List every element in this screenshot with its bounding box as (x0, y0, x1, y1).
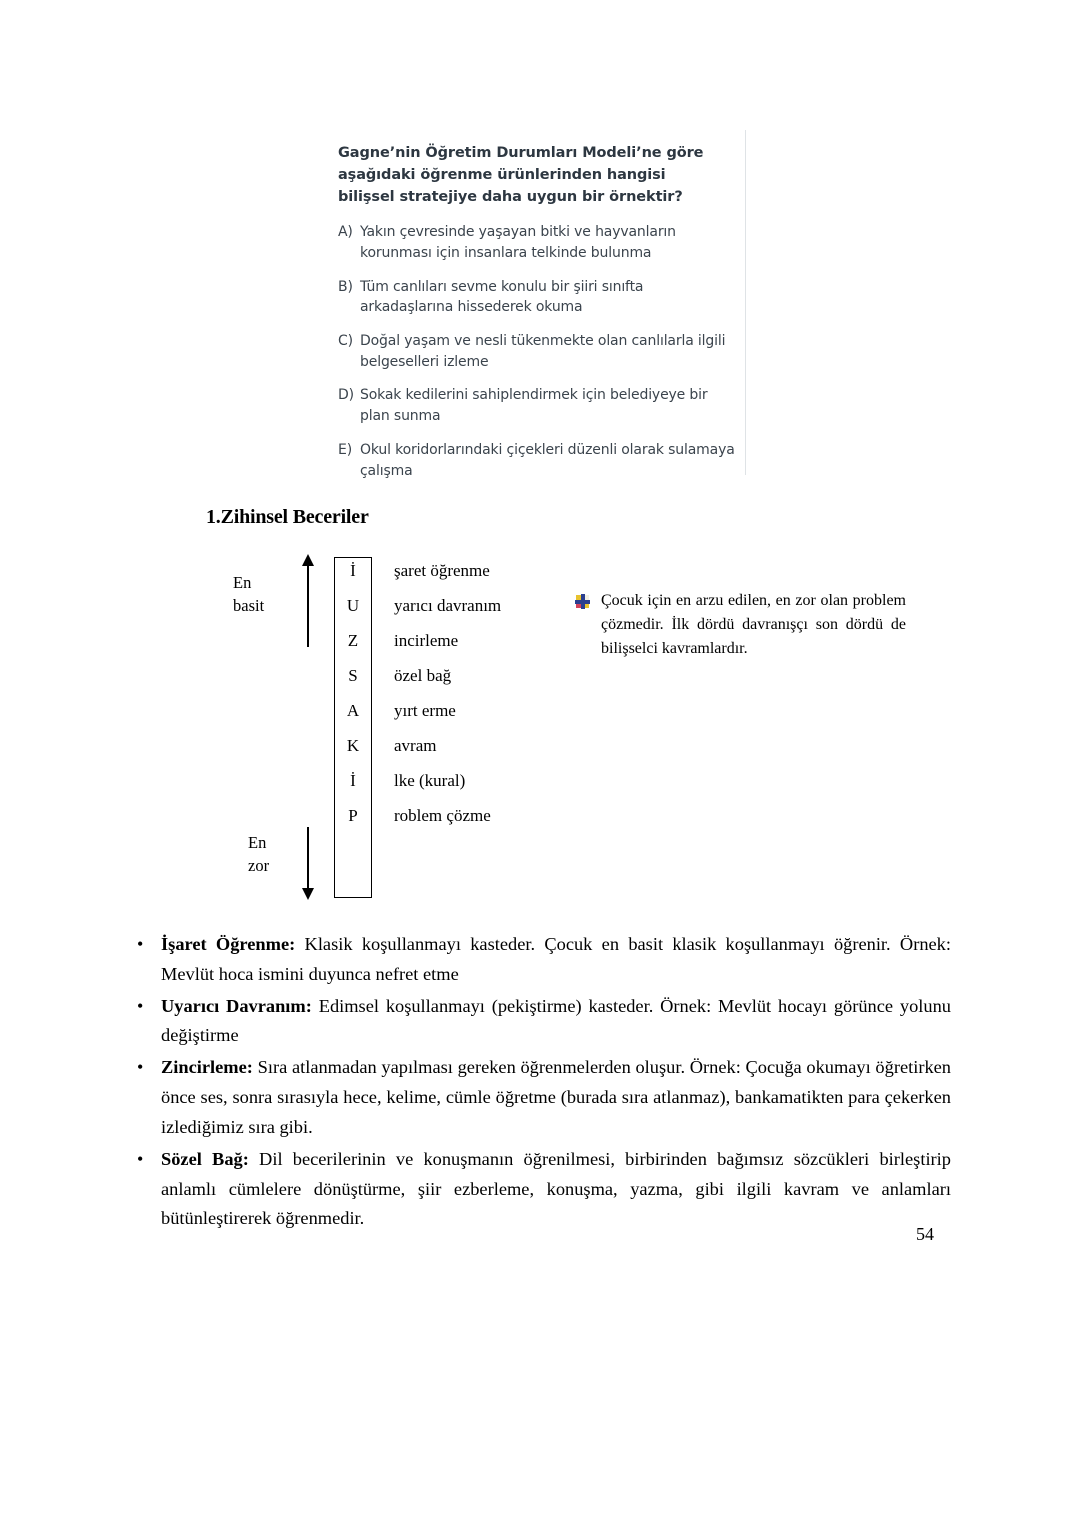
colored-cross-bullet-icon (576, 595, 589, 608)
question-option-c (338, 331, 737, 372)
ladder-letter: İ (350, 561, 356, 580)
question-option-a (338, 222, 737, 263)
ladder-letter: K (346, 736, 360, 755)
question-card (336, 130, 746, 479)
ladder-word: özel bağ (394, 666, 452, 685)
ladder-row (334, 631, 614, 666)
difficulty-ladder-diagram (200, 555, 620, 910)
ladder-letter: İ (350, 771, 356, 790)
arrow-up-icon (307, 565, 309, 647)
list-item-term: Uyarıcı Davranım: (161, 995, 312, 1016)
list-item (133, 1053, 951, 1142)
side-note (576, 589, 906, 661)
list-item-text: Dil becerilerinin ve konuşmanın öğrenilmesi, birbirinden bağımsız sözcükleri birleştirip anlamlı cümlelere dönüştürme, şiir ezberleme, konuşma, yazma, gibi ilgili kavram ve anlamları bütünleştirerek öğrenmedir. (161, 1148, 951, 1229)
list-item-term: İşaret Öğrenme: (161, 934, 296, 954)
ladder-row (334, 771, 614, 806)
option-letter: C) (338, 332, 353, 349)
ladder-row (334, 701, 614, 736)
side-note-text: Çocuk için en arzu edilen, en zor olan problem çözmedir. İlk dördü davranışçı son dördü de bilişselci kavramlardır. (601, 592, 906, 657)
ladder-word: avram (394, 736, 437, 755)
option-letter: A) (338, 224, 353, 241)
axis-label-hardest-line2: zor (248, 856, 270, 876)
option-letter: B) (338, 278, 353, 295)
section-heading: 1.Zihinsel Beceriler (206, 506, 369, 528)
ladder-row (334, 806, 614, 841)
option-text: Doğal yaşam ve nesli tükenmekte olan canlılarla ilgili belgeselleri izleme (360, 332, 726, 370)
page-number: 54 (916, 1224, 934, 1244)
axis-label-hardest-line1: En (248, 833, 267, 852)
ladder-letter: U (346, 596, 360, 615)
ladder-letter: Z (347, 631, 359, 650)
axis-label-simplest-line2: basit (233, 596, 265, 616)
ladder-word: lke (kural) (394, 771, 466, 790)
option-text: Sokak kedilerini sahiplendirmek için belediyeye bir plan sunma (360, 387, 708, 425)
option-letter: E) (338, 441, 353, 458)
list-item (133, 930, 951, 990)
option-letter: D) (338, 387, 354, 404)
question-stem: Gagne’nin Öğretim Durumları Modeli’ne göre aşağıdaki öğrenme ürünlerinden hangisi bilişsel stratejiye daha uygun bir örnektir? (338, 145, 704, 206)
list-item (133, 1145, 951, 1234)
list-item-text: Klasik koşullanmayı kasteder. Çocuk en basit klasik koşullanmayı öğrenir. Örnek: Mevlüt hoca ismini duyunca nefret etme (161, 934, 951, 984)
axis-label-hardest (248, 831, 269, 878)
option-text: Yakın çevresinde yaşayan bitki ve hayvanların korunması için insanlara telkinde bulunma (360, 224, 676, 261)
ladder-row (334, 596, 614, 631)
list-item-term: Zincirleme: (161, 1057, 253, 1078)
question-option-e (338, 440, 737, 481)
arrow-down-icon (307, 827, 309, 889)
ladder-rows (334, 561, 614, 841)
option-text: Tüm canlıları sevme konulu bir şiiri sınıfta arkadaşlarına hissederek okuma (360, 278, 644, 316)
axis-label-simplest-line1: En (233, 573, 252, 592)
list-item-text: Edimsel koşullanmayı (pekiştirme) kasteder. Örnek: Mevlüt hocayı görünce yolunu değiştirme (161, 995, 952, 1046)
ladder-word: şaret öğrenme (394, 561, 490, 580)
axis-label-simplest (233, 571, 264, 618)
ladder-letter: P (348, 806, 358, 825)
option-text: Okul koridorlarındaki çiçekleri düzenli olarak sulamaya çalışma (360, 441, 735, 479)
list-item-term: Sözel Bağ: (161, 1148, 249, 1169)
ladder-letter: A (346, 701, 360, 720)
ladder-letter: S (348, 666, 358, 685)
ladder-word: yırt erme (394, 701, 456, 720)
list-item-text: Sıra atlanmadan yapılması gereken öğrenmelerden oluşur. Örnek: Çocuğa okumayı öğretirken önce ses, sonra sırasıyla hece, kelime, cümle öğretme (burada sıra atlanmaz), bankamatikten para çekerken izlediğimiz sıra gibi. (161, 1057, 951, 1137)
ladder-row (334, 736, 614, 771)
question-option-b (338, 277, 737, 318)
ladder-word: roblem çözme (394, 806, 491, 825)
list-item (133, 992, 951, 1052)
ladder-word: yarıcı davranım (394, 596, 502, 615)
ladder-row (334, 666, 614, 701)
question-option-d (338, 385, 737, 426)
ladder-row (334, 561, 614, 596)
definition-list (133, 930, 951, 1236)
ladder-word: incirleme (394, 631, 459, 650)
